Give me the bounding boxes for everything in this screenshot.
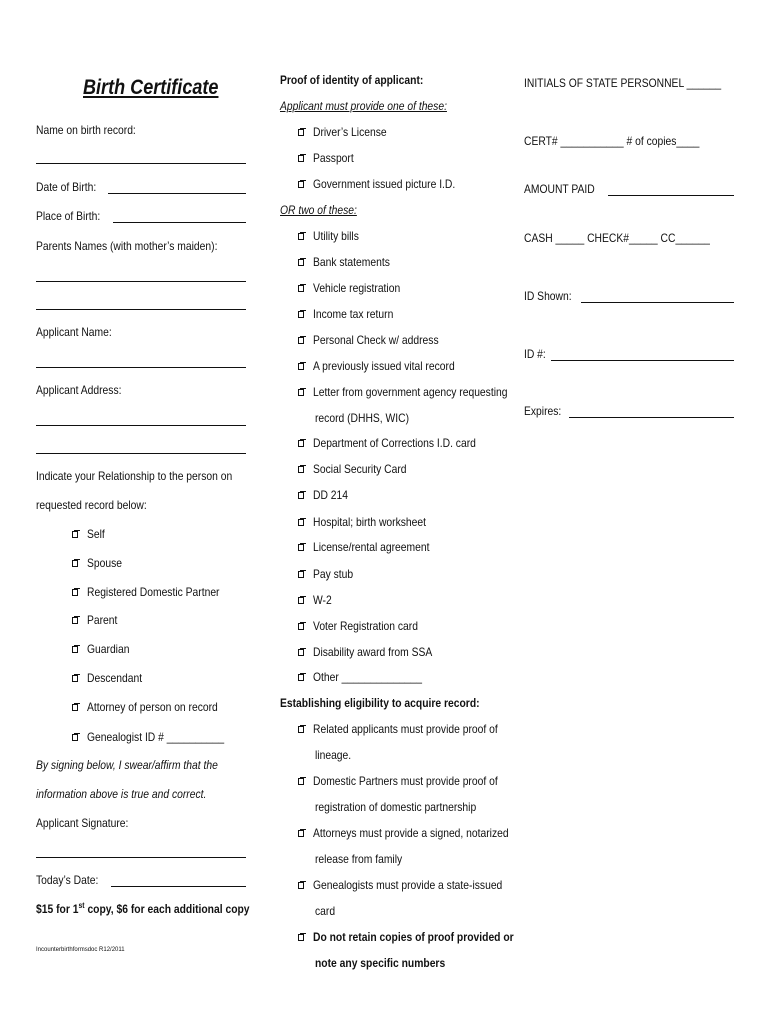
checkbox-icon[interactable] [72, 560, 78, 567]
amount-paid-field[interactable] [524, 182, 734, 196]
relationship-parent-checkbox[interactable]: Parent [72, 613, 122, 627]
checkbox-icon[interactable] [298, 129, 304, 136]
applicant-address-label: Applicant Address: [36, 383, 122, 397]
eligibility-attorney-cont: release from family [315, 852, 403, 866]
provide-one-heading: Applicant must provide one of these: [280, 99, 447, 113]
checkbox-icon[interactable] [72, 531, 78, 538]
checkbox-icon[interactable] [72, 617, 78, 624]
expires-field[interactable] [524, 404, 734, 418]
date-of-birth-field[interactable] [36, 180, 246, 194]
eligibility-attorney-item: Attorneys must provide a signed, notarized [298, 826, 540, 840]
date-of-birth-label: Date of Birth: [36, 180, 97, 194]
id-shown-field[interactable] [524, 289, 734, 303]
id-number-label: ID #: [524, 347, 546, 361]
fee-text: $15 for 1st copy, $6 for each additional copy [36, 901, 250, 916]
relationship-domestic-partner-checkbox[interactable]: Registered Domestic Partner [72, 585, 241, 599]
eligibility-genealogist-cont: card [315, 904, 336, 918]
proof-pay-stub-checkbox[interactable]: Pay stub [298, 567, 360, 581]
form-code-footer: Incounterbirthformsdoc R12/2011 [36, 947, 125, 953]
form-title: Birth Certificate [83, 76, 219, 99]
checkbox-icon[interactable] [298, 778, 304, 785]
checkbox-icon[interactable] [298, 492, 304, 499]
checkbox-icon[interactable] [298, 674, 304, 681]
proof-passport-checkbox[interactable]: Passport [298, 151, 360, 165]
id-number-field[interactable] [524, 347, 734, 361]
proof-social-security-checkbox[interactable]: Social Security Card [298, 462, 422, 476]
checkbox-icon[interactable] [298, 363, 304, 370]
relationship-self-checkbox[interactable]: Self [72, 527, 108, 541]
todays-date-field[interactable] [36, 873, 246, 887]
proof-corrections-id-checkbox[interactable]: Department of Corrections I.D. card [298, 436, 502, 450]
checkbox-icon[interactable] [72, 646, 78, 653]
checkbox-icon[interactable] [298, 544, 304, 551]
applicant-name-line[interactable] [36, 367, 246, 368]
payment-method-line[interactable]: CASH _____ CHECK#_____ CC______ [524, 231, 710, 245]
relationship-genealogist-checkbox[interactable]: Genealogist ID # __________ [72, 730, 246, 744]
amount-paid-label: AMOUNT PAID [524, 182, 595, 196]
proof-vehicle-registration-checkbox[interactable]: Vehicle registration [298, 281, 414, 295]
government-letter-continuation: record (DHHS, WIC) [315, 411, 410, 425]
or-two-heading: OR two of these: [280, 203, 357, 217]
checkbox-icon[interactable] [298, 571, 304, 578]
place-of-birth-label: Place of Birth: [36, 209, 101, 223]
name-on-record-line[interactable] [36, 163, 246, 164]
checkbox-icon[interactable] [298, 389, 304, 396]
proof-bank-statements-checkbox[interactable]: Bank statements [298, 255, 402, 269]
proof-personal-check-checkbox[interactable]: Personal Check w/ address [298, 333, 459, 347]
applicant-name-label: Applicant Name: [36, 325, 112, 339]
relationship-attorney-checkbox[interactable]: Attorney of person on record [72, 700, 239, 714]
checkbox-icon[interactable] [298, 259, 304, 266]
checkbox-icon[interactable] [298, 311, 304, 318]
checkbox-icon[interactable] [298, 623, 304, 630]
parents-names-line-1[interactable] [36, 281, 246, 282]
proof-utility-bills-checkbox[interactable]: Utility bills [298, 229, 366, 243]
relationship-guardian-checkbox[interactable]: Guardian [72, 642, 136, 656]
eligibility-related-item: Related applicants must provide proof of [298, 722, 528, 736]
applicant-signature-label: Applicant Signature: [36, 816, 129, 830]
eligibility-related-cont: lineage. [315, 748, 352, 762]
checkbox-icon[interactable] [298, 830, 304, 837]
checkbox-icon[interactable] [298, 726, 304, 733]
todays-date-label: Today’s Date: [36, 873, 99, 887]
parents-names-label: Parents Names (with mother’s maiden): [36, 239, 218, 253]
proof-government-id-checkbox[interactable]: Government issued picture I.D. [298, 177, 478, 191]
proof-government-letter-checkbox[interactable]: Letter from government agency requesting [298, 385, 539, 399]
initials-of-state-personnel[interactable]: INITIALS OF STATE PERSONNEL ______ [524, 76, 722, 90]
proof-disability-award-checkbox[interactable]: Disability award from SSA [298, 645, 452, 659]
checkbox-icon[interactable] [72, 704, 78, 711]
checkbox-icon[interactable] [72, 734, 78, 741]
checkbox-icon[interactable] [298, 285, 304, 292]
proof-income-tax-checkbox[interactable]: Income tax return [298, 307, 406, 321]
checkbox-icon[interactable] [298, 649, 304, 656]
checkbox-icon[interactable] [298, 519, 304, 526]
relationship-spouse-checkbox[interactable]: Spouse [72, 556, 128, 570]
affirm-text-1: By signing below, I swear/affirm that the [36, 758, 218, 772]
checkbox-icon[interactable] [298, 337, 304, 344]
checkbox-icon[interactable] [298, 882, 304, 889]
eligibility-no-retain-cont: note any specific numbers [315, 956, 446, 970]
proof-vital-record-checkbox[interactable]: A previously issued vital record [298, 359, 478, 373]
proof-voter-registration-checkbox[interactable]: Voter Registration card [298, 619, 435, 633]
cert-and-copies[interactable]: CERT# ___________ # of copies____ [524, 134, 700, 148]
checkbox-icon[interactable] [298, 233, 304, 240]
checkbox-icon[interactable] [298, 466, 304, 473]
proof-hospital-worksheet-checkbox[interactable]: Hospital; birth worksheet [298, 515, 444, 529]
id-shown-label: ID Shown: [524, 289, 572, 303]
place-of-birth-field[interactable] [36, 209, 246, 223]
proof-drivers-license-checkbox[interactable]: Driver’s License [298, 125, 399, 139]
proof-heading: Proof of identity of applicant: [280, 73, 424, 87]
eligibility-domestic-item: Domestic Partners must provide proof of [298, 774, 528, 788]
relationship-instruction-1: Indicate your Relationship to the person on [36, 469, 233, 483]
checkbox-icon[interactable] [72, 589, 78, 596]
name-on-record-label: Name on birth record: [36, 123, 136, 137]
proof-dd214-checkbox[interactable]: DD 214 [298, 488, 354, 502]
expires-label: Expires: [524, 404, 562, 418]
affirm-text-2: information above is true and correct. [36, 787, 207, 801]
relationship-instruction-2: requested record below: [36, 498, 147, 512]
eligibility-no-retain-item: Do not retain copies of proof provided or [298, 930, 546, 944]
proof-other-checkbox[interactable]: Other ______________ [298, 670, 440, 684]
eligibility-genealogist-item: Genealogists must provide a state-issued [298, 878, 533, 892]
applicant-address-line-1[interactable] [36, 425, 246, 426]
checkbox-icon[interactable] [72, 675, 78, 682]
relationship-descendant-checkbox[interactable]: Descendant [72, 671, 151, 685]
applicant-signature-line[interactable] [36, 857, 246, 858]
proof-w2-checkbox[interactable]: W-2 [298, 593, 335, 607]
checkbox-icon[interactable] [298, 934, 304, 941]
checkbox-icon[interactable] [298, 181, 304, 188]
eligibility-heading: Establishing eligibility to acquire record: [280, 696, 480, 710]
checkbox-icon[interactable] [298, 155, 304, 162]
parents-names-line-2[interactable] [36, 309, 246, 310]
proof-rental-agreement-checkbox[interactable]: License/rental agreement [298, 540, 448, 554]
checkbox-icon[interactable] [298, 597, 304, 604]
checkbox-icon[interactable] [298, 440, 304, 447]
eligibility-domestic-cont: registration of domestic partnership [315, 800, 477, 814]
applicant-address-line-2[interactable] [36, 453, 246, 454]
